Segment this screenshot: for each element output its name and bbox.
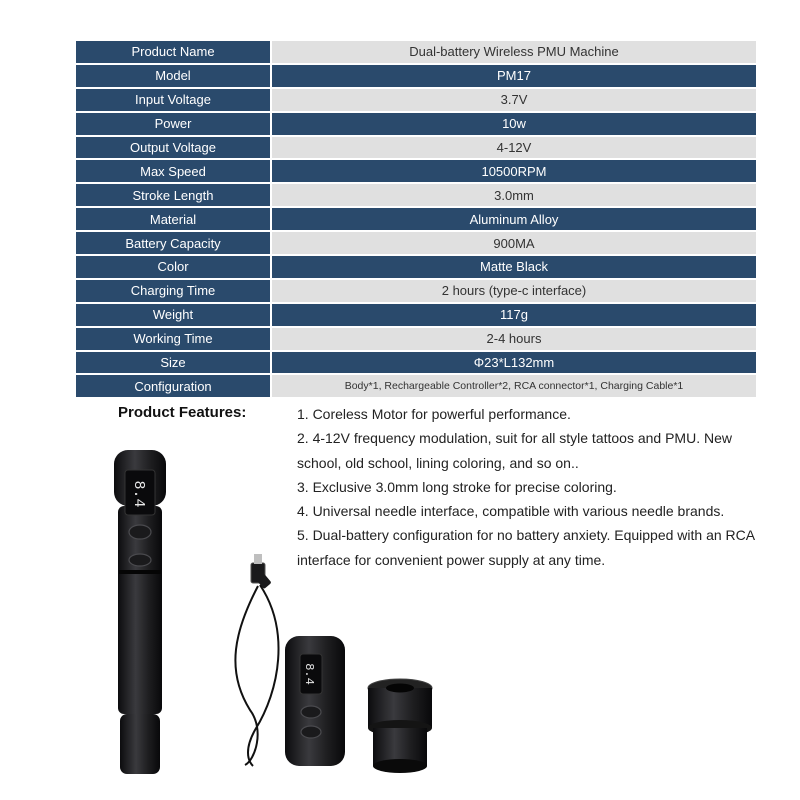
- spec-row: [76, 256, 756, 278]
- feature-item: 5. Dual-battery configuration for no battery anxiety. Equipped with an RCA interface for convenient power supply at any time.: [297, 527, 755, 568]
- features-title: Product Features:: [118, 404, 247, 421]
- display-reading: 8.4: [130, 480, 147, 508]
- spec-label: Max Speed: [76, 160, 272, 182]
- spec-row: [76, 328, 756, 350]
- spec-value: 900MA: [272, 232, 756, 254]
- spec-label: Model: [76, 65, 272, 87]
- spec-value: Φ23*L132mm: [272, 352, 756, 374]
- spec-label: Power: [76, 113, 272, 135]
- spec-label: Configuration: [76, 375, 272, 397]
- spec-label: Product Name: [76, 41, 272, 63]
- spec-value: 2 hours (type-c interface): [272, 280, 756, 302]
- spec-value: 4-12V: [272, 137, 756, 159]
- spec-row: [76, 208, 756, 230]
- spec-row: [76, 137, 756, 159]
- controller-display-reading: 8.4: [302, 663, 316, 685]
- spec-row: [76, 304, 756, 326]
- spec-value: 10w: [272, 113, 756, 135]
- spec-row: [76, 160, 756, 182]
- spec-row: [76, 184, 756, 206]
- charging-cable: [235, 554, 278, 766]
- spec-row: [76, 280, 756, 302]
- spec-label: Weight: [76, 304, 272, 326]
- spec-value: Aluminum Alloy: [272, 208, 756, 230]
- feature-item: 1. Coreless Motor for powerful performance.: [297, 406, 571, 422]
- spec-row: [76, 352, 756, 374]
- spec-label: Color: [76, 256, 272, 278]
- spec-value: PM17: [272, 65, 756, 87]
- spec-label: Working Time: [76, 328, 272, 350]
- spec-label: Input Voltage: [76, 89, 272, 111]
- spec-row: [76, 113, 756, 135]
- rechargeable-controller: [285, 636, 345, 766]
- spec-value: 10500RPM: [272, 160, 756, 182]
- spec-value: 2-4 hours: [272, 328, 756, 350]
- spec-label: Output Voltage: [76, 137, 272, 159]
- feature-item: 2. 4-12V frequency modulation, suit for all style tattoos and PMU. New school, old school, lining coloring, and so on..: [297, 430, 732, 471]
- spec-row: [76, 375, 756, 397]
- spec-table: [76, 39, 756, 399]
- spec-row: [76, 232, 756, 254]
- rca-connector: [368, 679, 432, 773]
- spec-value: 3.0mm: [272, 184, 756, 206]
- spec-value: Matte Black: [272, 256, 756, 278]
- spec-value: Dual-battery Wireless PMU Machine: [272, 41, 756, 63]
- feature-item: 3. Exclusive 3.0mm long stroke for precise coloring.: [297, 478, 617, 495]
- product-illustration: [95, 430, 455, 790]
- feature-item: 4. Universal needle interface, compatible with various needle brands.: [297, 503, 725, 520]
- spec-label: Charging Time: [76, 280, 272, 302]
- spec-label: Size: [76, 352, 272, 374]
- spec-value: Body*1, Rechargeable Controller*2, RCA connector*1, Charging Cable*1: [272, 375, 756, 397]
- spec-row: [76, 65, 756, 87]
- spec-value: 3.7V: [272, 89, 756, 111]
- spec-value: 117g: [272, 304, 756, 326]
- spec-label: Stroke Length: [76, 184, 272, 206]
- spec-label: Battery Capacity: [76, 232, 272, 254]
- spec-row: [76, 89, 756, 111]
- spec-label: Material: [76, 208, 272, 230]
- spec-row: [76, 41, 756, 63]
- tattoo-pen-machine: [114, 450, 166, 774]
